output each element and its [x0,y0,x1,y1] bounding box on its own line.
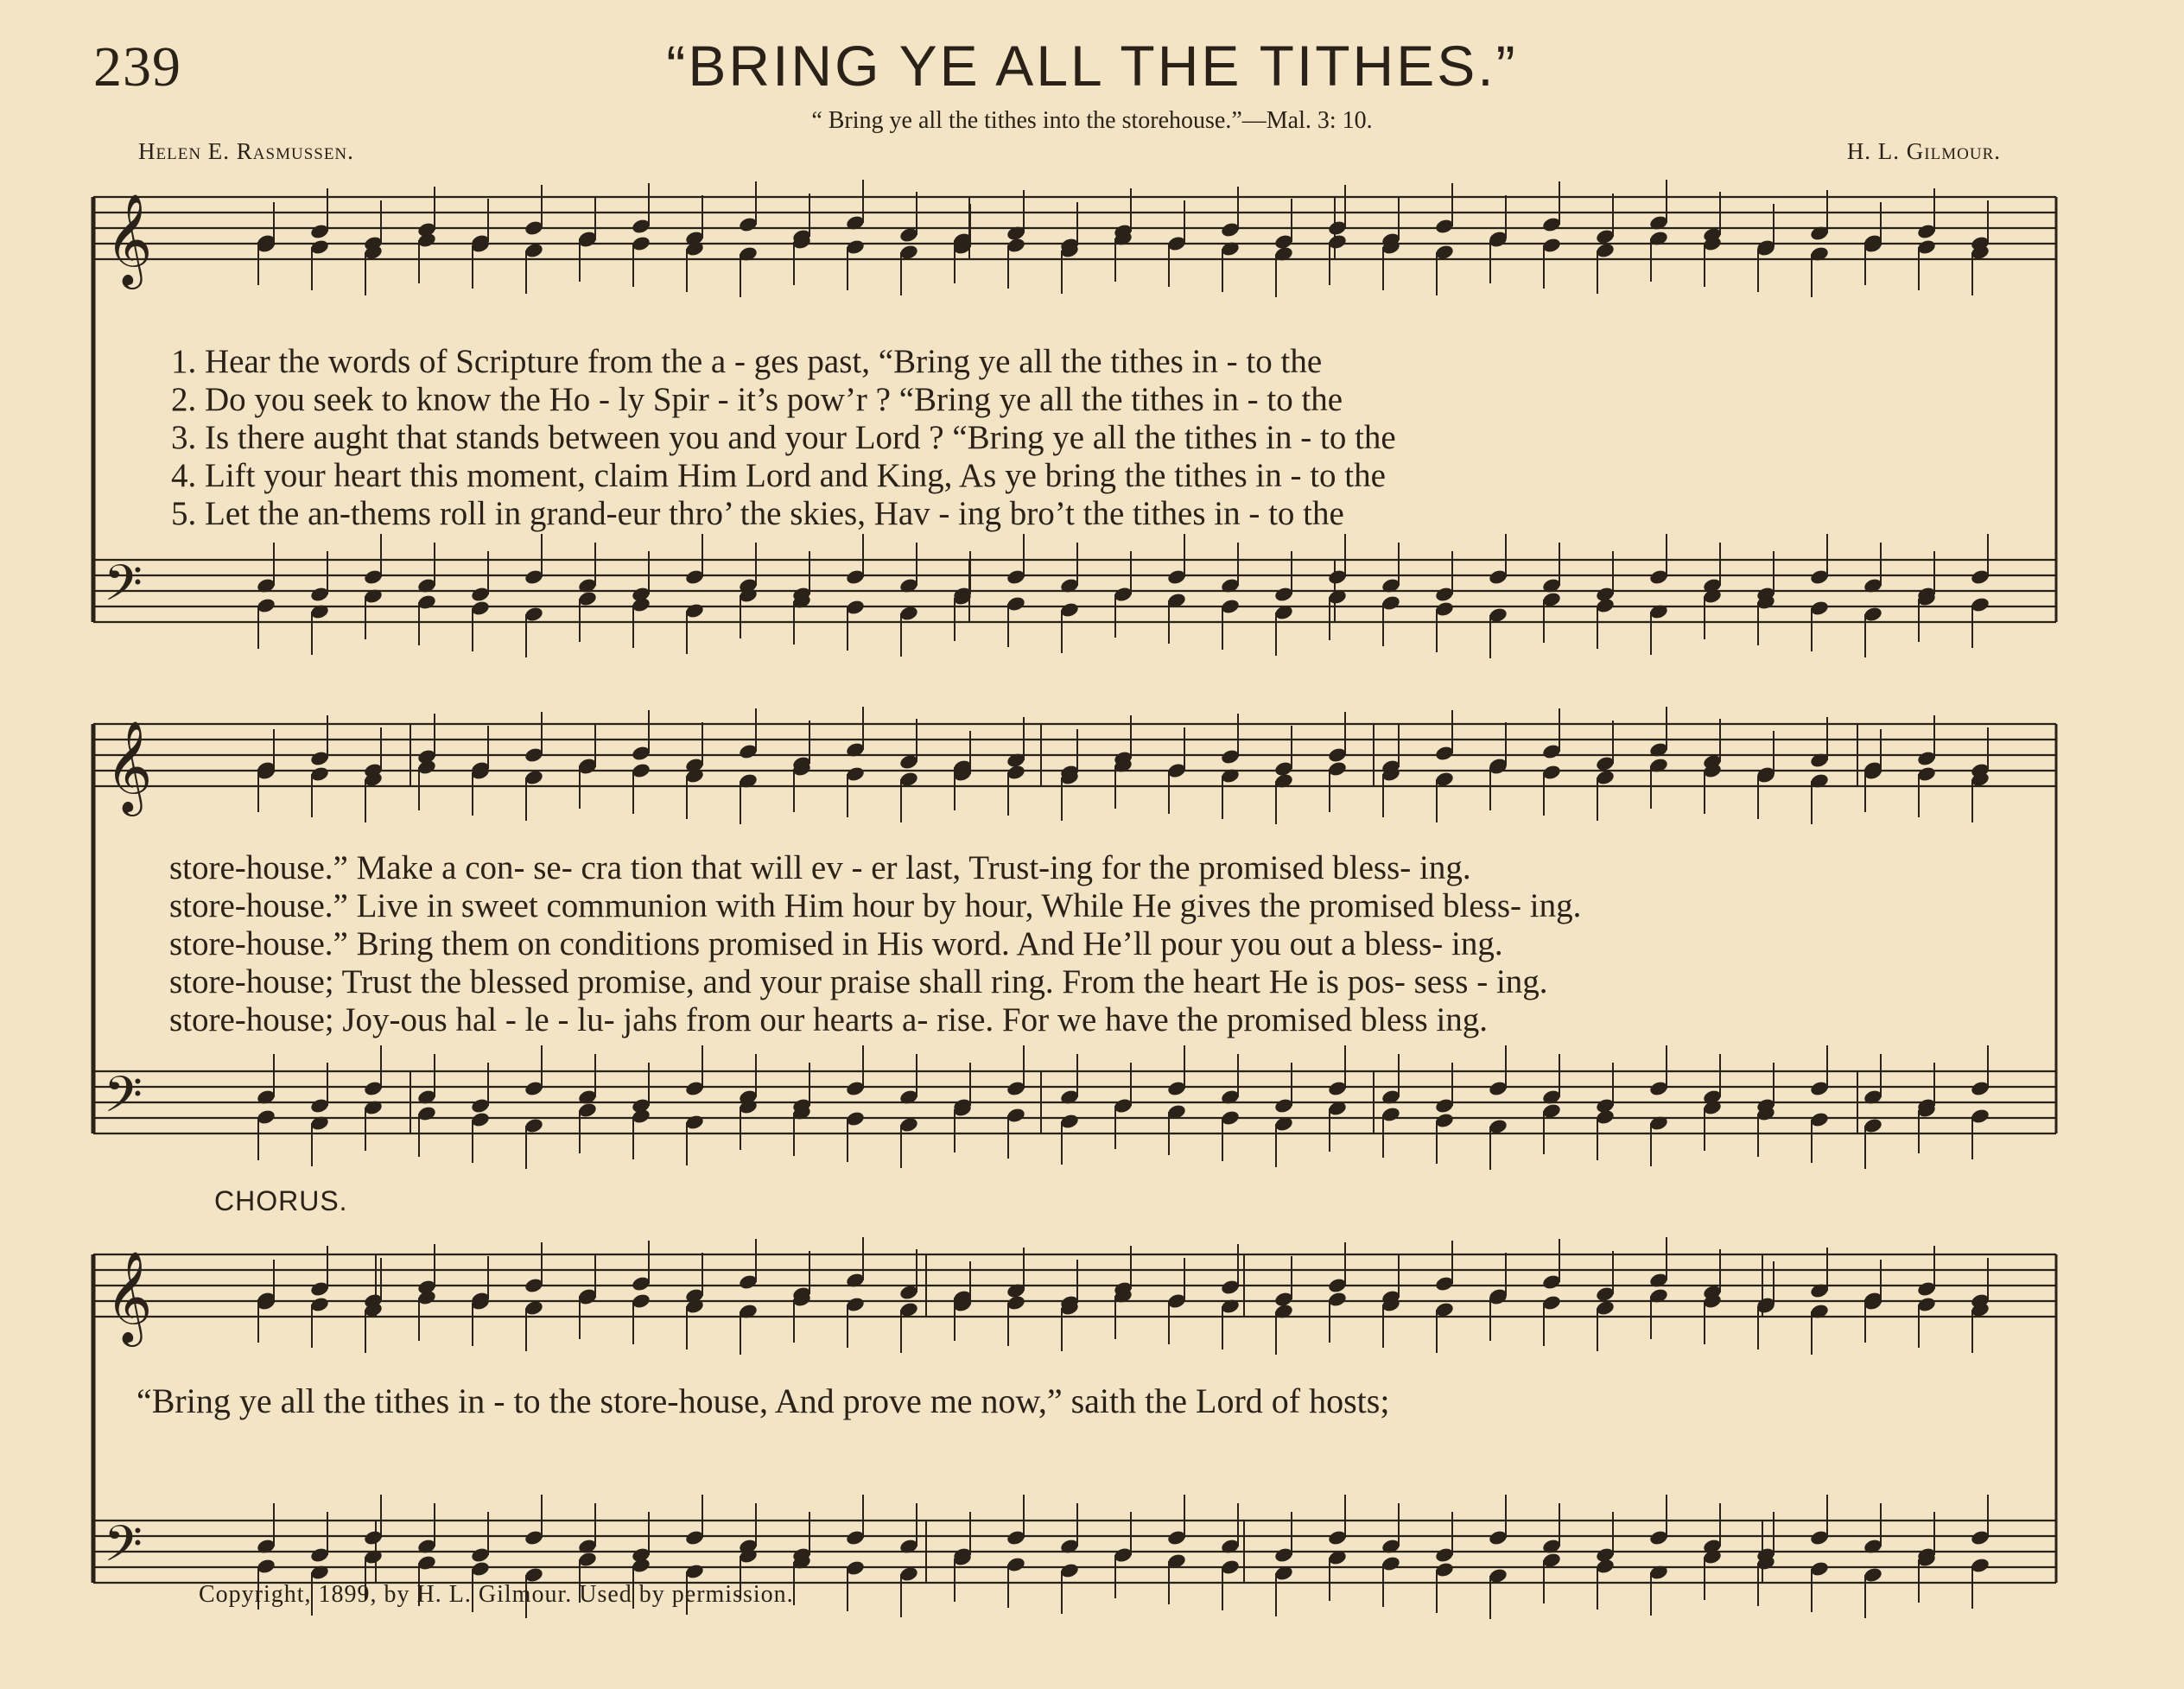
scripture-epigraph: “ Bring ye all the tithes into the storehouse.”—Mal. 3: 10. [811,107,1373,134]
verse-2-line-1: 2. Do you seek to know the Ho - ly Spir - it’s pow’r ? “Bring ye all the tithes in - to the [171,381,1343,418]
verse-2-line-2: store-house.” Live in sweet communion with Him hour by hour, While He gives the promised bless- ing. [169,887,1582,924]
verse-3-line-1: 3. Is there aught that stands between you and your Lord ? “Bring ye all the tithes in - to the [171,419,1396,456]
verse-5-line-1: 5. Let the an-thems roll in grand-eur thro’ the skies, Hav - ing bro’t the tithes in - to the [171,495,1344,532]
verse-4-line-1: 4. Lift your heart this moment, claim Him Lord and King, As ye bring the tithes in - to the [171,457,1386,494]
verse-3-line-2: store-house.” Bring them on conditions promised in His word. And He’ll pour you out a bless- ing. [169,925,1503,962]
clefs [104,193,152,1585]
verse-5-line-2: store-house; Joy-ous hal - le - lu- jahs from our hearts a- rise. For we have the promised bless ing. [169,1001,1489,1038]
verse-4-line-2: store-house; Trust the blessed promise, and your praise shall ring. From the heart He is pos- sess - ing. [169,963,1548,1000]
chorus-label: CHORUS. [214,1185,348,1216]
bass-clef: 𝄢 [104,1514,143,1585]
bass-clef: 𝄢 [104,554,143,625]
copyright-notice: Copyright, 1899, by H. L. Gilmour. Used by permission. [199,1581,794,1608]
chorus-lyric: “Bring ye all the tithes in - to the store-house, And prove me now,” saith the Lord of hosts; [136,1381,1390,1420]
treble-clef: 𝄞 [105,720,153,812]
hymn-title: “BRING YE ALL THE TITHES.” [666,34,1518,98]
treble-clef: 𝄞 [105,1250,153,1343]
verse-1-line-2: store-house.” Make a con- se- cra tion that will ev - er last, Trust-ing for the promised bless- ing. [169,849,1471,886]
bass-clef: 𝄢 [104,1065,143,1136]
verse-1-line-1: 1. Hear the words of Scripture from the a - ges past, “Bring ye all the tithes in - to the [171,343,1323,380]
composer-credit: H. L. Gilmour. [1846,138,2001,164]
treble-clef: 𝄞 [105,193,153,285]
hymn-number: 239 [93,35,181,98]
author-credit: Helen E. Rasmussen. [138,138,354,164]
